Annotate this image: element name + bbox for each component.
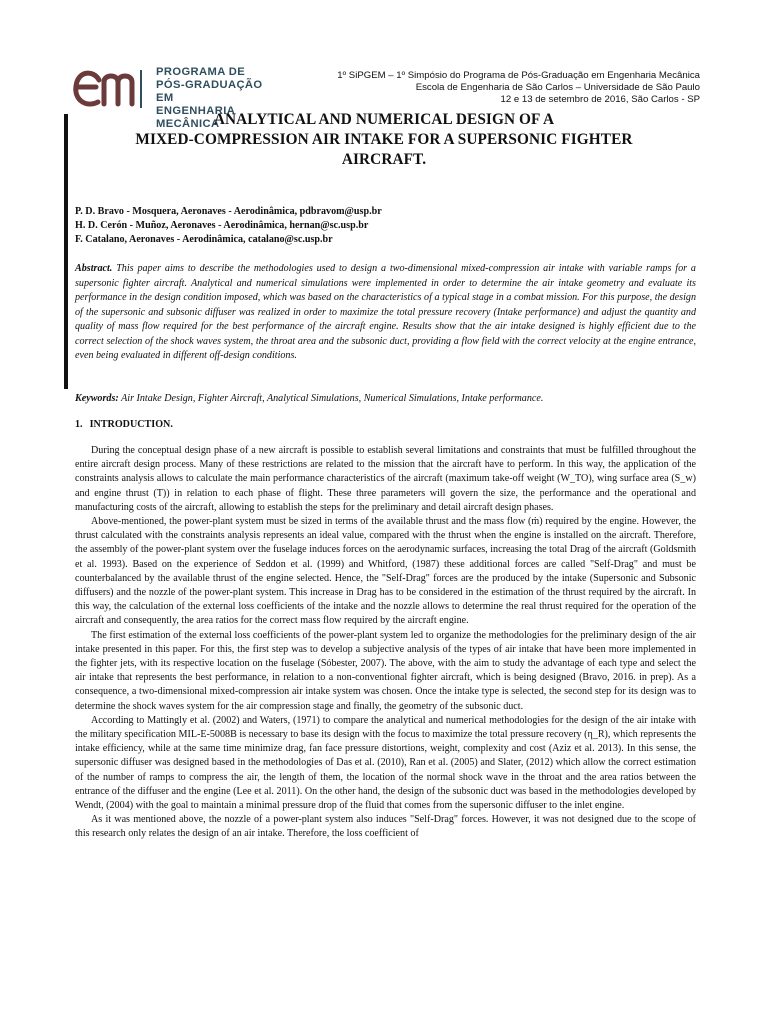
abstract-label: Abstract. — [75, 263, 113, 274]
section-title: INTRODUCTION. — [89, 419, 173, 430]
logo-line-2: PÓS-GRADUAÇÃO EM — [156, 79, 263, 104]
paragraph: During the conceptual design phase of a new aircraft is possible to establish several limitations and constraints that must be fulfilled throughout the entire aircraft design process. Many of these restrictions are related to the mission that the aircraft have to perform. In this way, the application of the constraints analysis allows to calculate the main performance characteristics of the aircraft (maximum take-off weight (W_TO), wing surface area (S_w) and engine thrust (T)) in relation to each phase of flight. These three parameters will govern the size, the performance and the operational and manufacturing costs of the aircraft, allowing to establish the steps for the preliminary and detail aircraft design phases. — [75, 445, 696, 513]
title-line-3: AIRCRAFT. — [341, 151, 427, 168]
author-3: F. Catalano, Aeronaves - Aerodinâmica, catalano@sc.usp.br — [75, 234, 333, 245]
title-line-2: MIXED-COMPRESSION AIR INTAKE FOR A SUPERSONIC FIGHTER — [135, 131, 633, 148]
author-2: H. D. Cerón - Muñoz, Aeronaves - Aerodinâmica, hernan@sc.usp.br — [75, 220, 369, 231]
abstract-text: This paper aims to describe the methodologies used to design a two-dimensional mixed-compression air intake with variable ramps for a supersonic fighter aircraft. Analytical and numerical simulations were implemented in order to determine the air intake geometry and evaluate its performance in the design condition imposed, which was based on the characteristics of a typical stage in a combat mission. For this purpose, the design of the supersonic and subsonic diffuser was realized in order to maximize the total pressure recovery (Intake performance) and adjust the quantity and quality of mass flow required for the best performance of the aircraft engine. Results show that the air intake designed is highly efficient due to the correct selection of the shock waves system, the throat area and the subsonic duct, providing a flow field with the correct velocity at the engine entrance, even being evaluated in different off-design conditions. — [75, 263, 696, 361]
keywords — [75, 392, 696, 406]
paragraph: The first estimation of the external loss coefficients of the power-plant system led to organize the methodologies for the preliminary design of the air intake presented in this paper. For this, the first step was to develop a subjective analysis of the types of air intake that have been more implemented in the fighter jets, with its respective location on the fuselage (Sóbester, 2007). The above, with the aim to study the advantage of each type and select the air intake that represents the best performance, in relation to a non-conventional fighter aircraft, which is being designed (Bravo, 2016. in prep). As a consequence, a two-dimensional mixed-compression air intake system was chosen. Once the intake type is selected, the second step for its design was to determine the shock waves system for the air compression stage and finally, the geometry of the subsonic duct. — [75, 629, 696, 712]
program-logo — [72, 66, 282, 130]
conference-header — [337, 70, 700, 106]
paragraph: As it was mentioned above, the nozzle of a power-plant system also induces "Self-Drag" forces. However, it was not designed due to the scope of this research only relates the design of an air intake. Therefore, the loss coefficient of — [75, 814, 696, 840]
abstract — [75, 262, 696, 364]
conference-line-1: 1º SiPGEM – 1º Simpósio do Programa de Pós-Graduação em Engenharia Mecânica — [337, 70, 700, 81]
left-margin-bar — [64, 114, 68, 389]
logo-line-3: ENGENHARIA MECÂNICA — [156, 105, 235, 130]
logo-line-1: PROGRAMA DE — [156, 66, 246, 78]
keywords-label: Keywords: — [75, 393, 119, 404]
keywords-text: Air Intake Design, Fighter Aircraft, Analytical Simulations, Numerical Simulations, Intake performance. — [121, 393, 544, 404]
section-heading — [75, 418, 173, 432]
em-logo-mark-icon — [72, 66, 152, 110]
section-number: 1. — [75, 419, 83, 430]
author-list — [75, 205, 382, 247]
author-1: P. D. Bravo - Mosquera, Aeronaves - Aerodinâmica, pdbravom@usp.br — [75, 206, 382, 217]
conference-line-3: 12 e 13 de setembro de 2016, São Carlos - SP — [500, 94, 700, 105]
title-line-1: ANALYTICAL AND NUMERICAL DESIGN OF A — [213, 111, 555, 128]
conference-line-2: Escola de Engenharia de São Carlos – Universidade de São Paulo — [415, 82, 700, 93]
body-text — [75, 444, 696, 842]
paragraph: According to Mattingly et al. (2002) and Waters, (1971) to compare the analytical and numerical methodologies for the design of the air intake with the military specification MIL-E-5008B is necessary to base its design with the focus to maximize the total pressure recovery (η_R), which represents the intake efficiency, while at the same time minimize drag, fan face pressure distortions, weight, complexity and cost (Aziz et al. 2013). In this sense, the supersonic diffuser was designed based in the methodologies of Das et al. (2010), Ran et al. (2005) and Slater, (2012) which allow the correct estimation of the number of ramps to compress the air, the length of them, the location of the normal shock wave in the throat and the area ratios between the entrance of the diffuser and the engine (Lee et al. 2011). On the other hand, the design of the subsonic duct was based in the methodologies developed by Wendt, (2004) with the goal to maintain a minimal pressure drop of the fluid that comes from the supersonic diffuser to the inlet engine. — [75, 714, 696, 812]
paper-title — [80, 110, 688, 170]
paragraph: Above-mentioned, the power-plant system must be sized in terms of the available thrust and the mass flow (ṁ) required by the engine. However, the thrust calculated with the constraints analysis represents an ideal value, compared with the thrust when the engine is installed on the aircraft. Therefore, the assembly of the power-plant system over the fuselage induces forces on the aerodynamic surfaces, increasing the total Drag of the aircraft (Goldsmith et al. 1993). Based on the experience of Seddon et al. (1999) and Whitford, (1987) these additional forces are called "Self-Drag" and must be counterbalanced by the available thrust of the engine selected. Hence, the "Self-Drag" forces are the produced by the intake (Supersonic and Subsonic diffusers) and the nozzle of the power-plant system. This increase in Drag has to be considered in the estimation of the thrust required by the aircraft. In this way, the calculation of the external loss coefficients of the intake and the nozzle allows to determine the real thrust required for the operation of the aircraft and consequently, the area ratios for the correct mass flow required by the aircraft engine. — [75, 516, 696, 627]
